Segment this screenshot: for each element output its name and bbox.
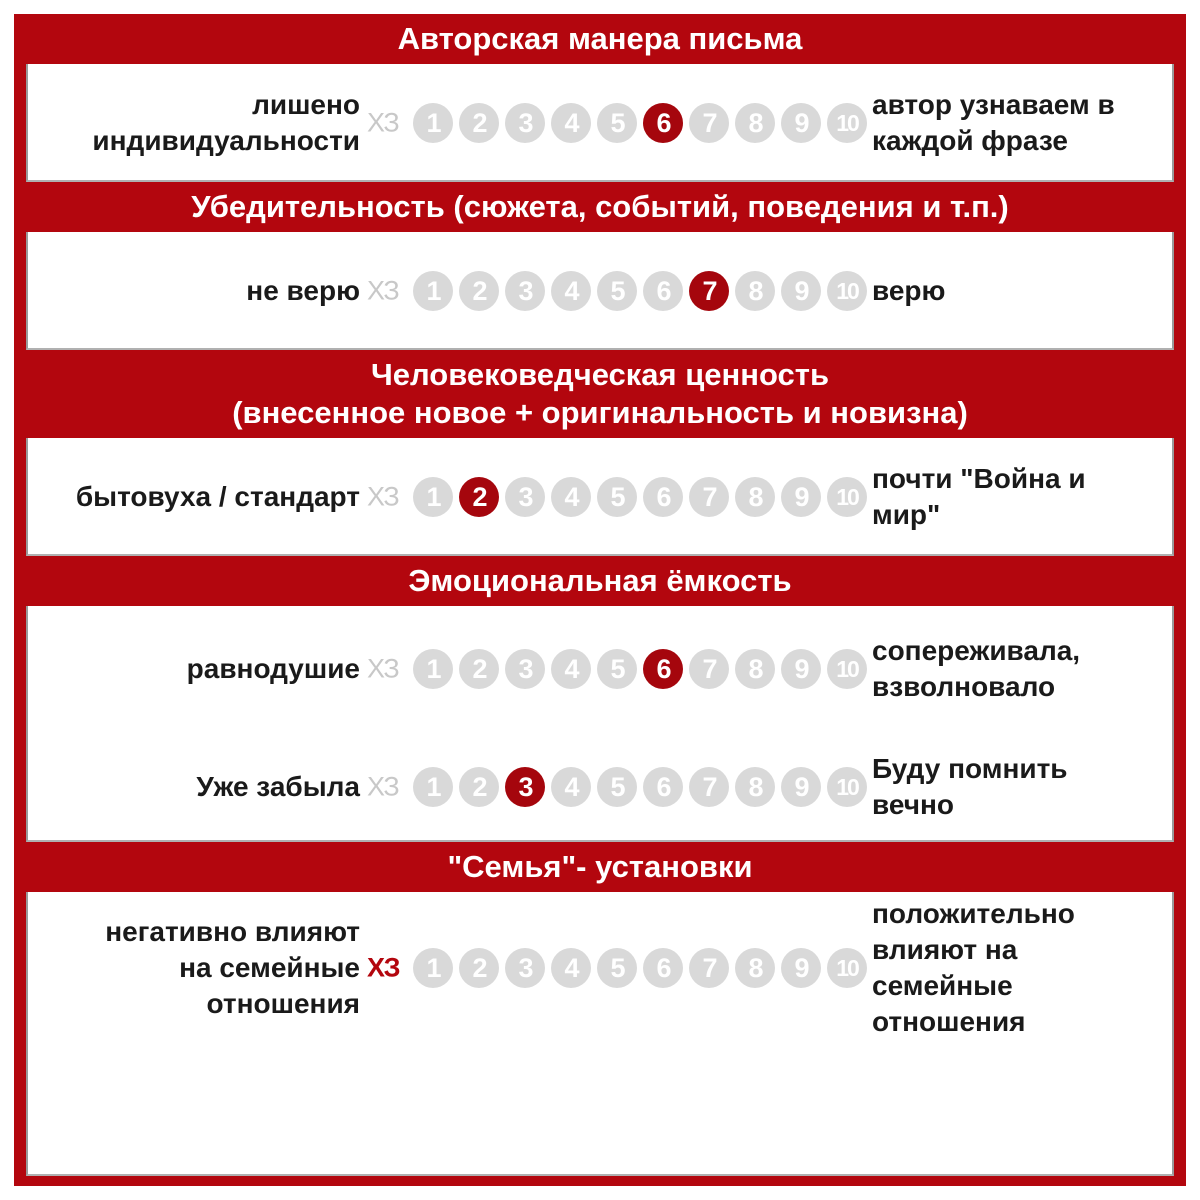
scale-max-label-line: верю (872, 275, 946, 306)
section-header (14, 556, 1186, 606)
scale-min-label-line: лишено (252, 89, 360, 120)
rating-option-5[interactable]: 5 (597, 103, 637, 143)
section-panel (26, 232, 1174, 350)
section-header (14, 182, 1186, 232)
rating-scale (413, 948, 867, 988)
rating-option-7[interactable]: 7 (689, 767, 729, 807)
rating-option-4[interactable]: 4 (551, 103, 591, 143)
scale-min-label-line: равнодушие (186, 653, 360, 684)
scale-max-label-line: семейные (872, 970, 1013, 1001)
rating-option-9[interactable]: 9 (781, 948, 821, 988)
scale-max-label-line: взволновало (872, 671, 1056, 702)
rating-option-7[interactable]: 7 (689, 271, 729, 311)
rating-scale (413, 271, 867, 311)
scale-max-label (872, 87, 1172, 159)
rating-option-10[interactable]: 10 (827, 103, 867, 143)
rating-scale (413, 649, 867, 689)
rating-option-9[interactable]: 9 (781, 271, 821, 311)
scale-max-label-line: положительно (872, 898, 1075, 929)
scale-max-label-line: каждой фразе (872, 125, 1068, 156)
scale-min-label (30, 273, 360, 309)
dont-know-option[interactable]: ХЗ (367, 771, 399, 802)
rating-option-8[interactable]: 8 (735, 477, 775, 517)
rating-option-6[interactable]: 6 (643, 948, 683, 988)
dont-know-option[interactable]: ХЗ (367, 481, 399, 512)
rating-option-1[interactable]: 1 (413, 103, 453, 143)
rating-option-4[interactable]: 4 (551, 767, 591, 807)
section-title-line: "Семья"- установки (447, 849, 753, 884)
scale-min-label-line: индивидуальности (92, 125, 360, 156)
rating-option-1[interactable]: 1 (413, 767, 453, 807)
rating-option-9[interactable]: 9 (781, 477, 821, 517)
section-header (14, 842, 1186, 892)
rating-row (28, 898, 1172, 1037)
rating-option-3[interactable]: 3 (505, 271, 545, 311)
section-title-line: (внесенное новое + оригинальность и новизна) (232, 395, 968, 430)
scale-max-label-line: вечно (872, 789, 954, 820)
section-header (14, 350, 1186, 438)
rating-option-5[interactable]: 5 (597, 477, 637, 517)
scale-min-label (30, 479, 360, 515)
section-title-line: Убедительность (сюжета, событий, поведения и т.п.) (191, 189, 1009, 224)
rating-option-2[interactable]: 2 (459, 649, 499, 689)
rating-scale (413, 103, 867, 143)
rating-option-9[interactable]: 9 (781, 767, 821, 807)
scale-max-label-line: мир" (872, 499, 941, 530)
scale-max-label-line: отношения (872, 1006, 1026, 1037)
rating-option-8[interactable]: 8 (735, 271, 775, 311)
rating-row (28, 232, 1172, 350)
rating-option-4[interactable]: 4 (551, 948, 591, 988)
scale-max-label (872, 751, 1172, 823)
rating-option-4[interactable]: 4 (551, 477, 591, 517)
scale-min-label-line: отношения (206, 988, 360, 1019)
dont-know-option[interactable]: ХЗ (367, 952, 400, 983)
rating-option-2[interactable]: 2 (459, 103, 499, 143)
rating-option-6[interactable]: 6 (643, 103, 683, 143)
rating-option-6[interactable]: 6 (643, 649, 683, 689)
scale-max-label-line: Буду помнить (872, 753, 1068, 784)
rating-option-7[interactable]: 7 (689, 948, 729, 988)
rating-option-5[interactable]: 5 (597, 948, 637, 988)
scale-max-label (872, 461, 1172, 533)
rating-option-8[interactable]: 8 (735, 767, 775, 807)
dont-know-option[interactable]: ХЗ (367, 653, 399, 684)
scale-min-label (30, 769, 360, 805)
rating-option-3[interactable]: 3 (505, 767, 545, 807)
rating-option-9[interactable]: 9 (781, 103, 821, 143)
rating-option-9[interactable]: 9 (781, 649, 821, 689)
rating-option-2[interactable]: 2 (459, 767, 499, 807)
section-panel (26, 64, 1174, 182)
rating-option-5[interactable]: 5 (597, 767, 637, 807)
rating-option-2[interactable]: 2 (459, 948, 499, 988)
dont-know-option[interactable]: ХЗ (367, 107, 399, 138)
rating-option-8[interactable]: 8 (735, 103, 775, 143)
rating-scale (413, 477, 867, 517)
rating-option-2[interactable]: 2 (459, 271, 499, 311)
rating-row (28, 742, 1172, 832)
rating-option-7[interactable]: 7 (689, 477, 729, 517)
section-title-line: Человековедческая ценность (370, 357, 830, 392)
rating-option-6[interactable]: 6 (643, 477, 683, 517)
rating-option-5[interactable]: 5 (597, 271, 637, 311)
section-title-line: Авторская манера письма (397, 21, 803, 56)
section-panel (26, 438, 1174, 556)
scale-max-label-line: сопереживала, (872, 635, 1081, 666)
scale-max-label (872, 273, 1172, 309)
scale-max-label (872, 896, 1172, 1040)
rating-option-7[interactable]: 7 (689, 103, 729, 143)
scale-max-label (872, 633, 1172, 705)
rating-option-4[interactable]: 4 (551, 271, 591, 311)
section-title-line: Эмоциональная ёмкость (408, 563, 792, 598)
rating-option-1[interactable]: 1 (413, 649, 453, 689)
rating-option-3[interactable]: 3 (505, 477, 545, 517)
scale-min-label (30, 651, 360, 687)
rating-option-10[interactable]: 10 (827, 477, 867, 517)
rating-form (14, 14, 1186, 1186)
rating-option-4[interactable]: 4 (551, 649, 591, 689)
rating-option-3[interactable]: 3 (505, 103, 545, 143)
rating-option-7[interactable]: 7 (689, 649, 729, 689)
dont-know-option[interactable]: ХЗ (367, 275, 399, 306)
scale-max-label-line: влияют на (872, 934, 1018, 965)
rating-row (28, 624, 1172, 714)
scale-min-label-line: Уже забыла (196, 771, 360, 802)
rating-option-3[interactable]: 3 (505, 649, 545, 689)
rating-option-10[interactable]: 10 (827, 271, 867, 311)
section-panel (26, 606, 1174, 842)
scale-min-label-line: на семейные (179, 952, 360, 983)
scale-min-label-line: негативно влияют (105, 916, 360, 947)
rating-scale (413, 767, 867, 807)
rating-option-8[interactable]: 8 (735, 649, 775, 689)
rating-option-10[interactable]: 10 (827, 948, 867, 988)
rating-option-1[interactable]: 1 (413, 477, 453, 517)
scale-min-label (30, 914, 360, 1022)
rating-option-6[interactable]: 6 (643, 767, 683, 807)
scale-min-label (30, 87, 360, 159)
rating-option-10[interactable]: 10 (827, 649, 867, 689)
rating-option-3[interactable]: 3 (505, 948, 545, 988)
rating-option-1[interactable]: 1 (413, 271, 453, 311)
form-frame (14, 14, 1186, 1186)
rating-option-1[interactable]: 1 (413, 948, 453, 988)
scale-max-label-line: почти "Война и (872, 463, 1086, 494)
rating-option-6[interactable]: 6 (643, 271, 683, 311)
scale-min-label-line: не верю (246, 275, 360, 306)
rating-row (28, 64, 1172, 182)
scale-min-label-line: бытовуха / стандарт (75, 481, 360, 512)
section-header (14, 14, 1186, 64)
section-panel (26, 892, 1174, 1176)
scale-max-label-line: автор узнаваем в (872, 89, 1115, 120)
rating-option-2[interactable]: 2 (459, 477, 499, 517)
rating-option-5[interactable]: 5 (597, 649, 637, 689)
rating-row (28, 438, 1172, 556)
rating-option-10[interactable]: 10 (827, 767, 867, 807)
rating-option-8[interactable]: 8 (735, 948, 775, 988)
